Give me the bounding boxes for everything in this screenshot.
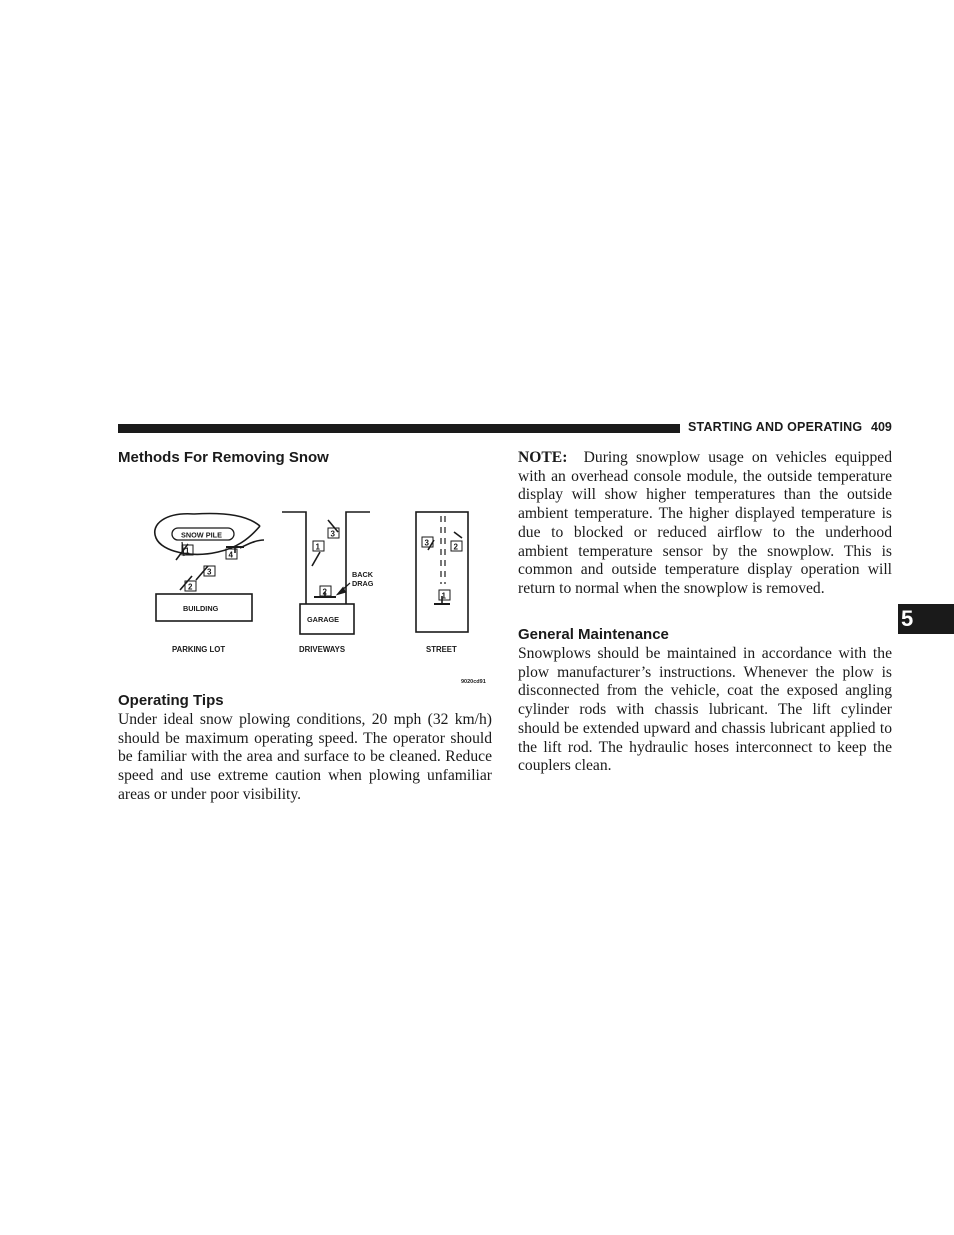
marker-3-driveway: 3: [330, 529, 335, 539]
caption-street: STREET: [426, 645, 457, 654]
general-maintenance-paragraph: Snowplows should be maintained in accordance with the plow manufacturer’s instructions. Whenever the plow is disconnected from the vehicle, coat the exposed angling cylinder rods with chassis lubricant. The lift cylinder should be extended upward and chassis lubricant applied to the lift rod. The hydraulic hoses interconnect to keep the couplers clean.: [518, 645, 892, 775]
marker-4-parking: 4: [228, 550, 233, 560]
heading-methods-for-removing-snow: Methods For Removing Snow: [118, 449, 329, 466]
caption-driveways: DRIVEWAYS: [299, 645, 346, 654]
heading-operating-tips: Operating Tips: [118, 692, 224, 709]
figure-code: 9020cd91: [461, 679, 486, 685]
street-illustration: [416, 512, 468, 632]
marker-1-street: 1: [441, 591, 446, 601]
label-snow-pile: SNOW PILE: [181, 530, 222, 540]
running-header-section: STARTING AND OPERATING: [688, 420, 863, 434]
marker-2-parking: 2: [188, 582, 193, 592]
driveways-markers: [313, 528, 339, 596]
label-back-drag-line1: BACK: [352, 570, 374, 579]
marker-1-driveway: 1: [315, 542, 320, 552]
caption-parking-lot: PARKING LOT: [172, 645, 226, 654]
label-back-drag-line2: DRAG: [352, 579, 374, 588]
marker-2-street: 2: [453, 542, 458, 552]
label-garage: GARAGE: [307, 615, 340, 624]
heading-general-maintenance: General Maintenance: [518, 626, 669, 643]
marker-1-parking: 1: [185, 546, 190, 556]
marker-3-street: 3: [424, 538, 429, 548]
snow-removal-diagram: [148, 500, 498, 690]
label-building: BUILDING: [183, 604, 219, 613]
header-rule: [118, 424, 680, 433]
page-number: 409: [871, 420, 892, 434]
operating-tips-paragraph: Under ideal snow plowing conditions, 20 mph (32 km/h) should be maximum operating speed. The operator should be familiar with the area and surface to be cleaned. Reduce speed and use extreme caution when plowing unfamiliar areas or under poor visibility.: [118, 711, 492, 803]
marker-2-driveway: 2: [322, 587, 327, 597]
marker-3-parking: 3: [207, 567, 212, 577]
note-label: NOTE:: [518, 449, 568, 466]
note-text: During snowplow usage on vehicles equipped with an overhead console module, the outside temperature display will show higher temperatures than the outside ambient temperature. The higher displayed temperature is due to blocked or reduced airflow to the underhood ambient temperature sensor by the snowplow. This is common and outside temperature display operation will return to normal when the snowplow is removed.: [518, 449, 892, 597]
chapter-tab: 5: [898, 604, 954, 634]
note-paragraph: [518, 449, 892, 599]
